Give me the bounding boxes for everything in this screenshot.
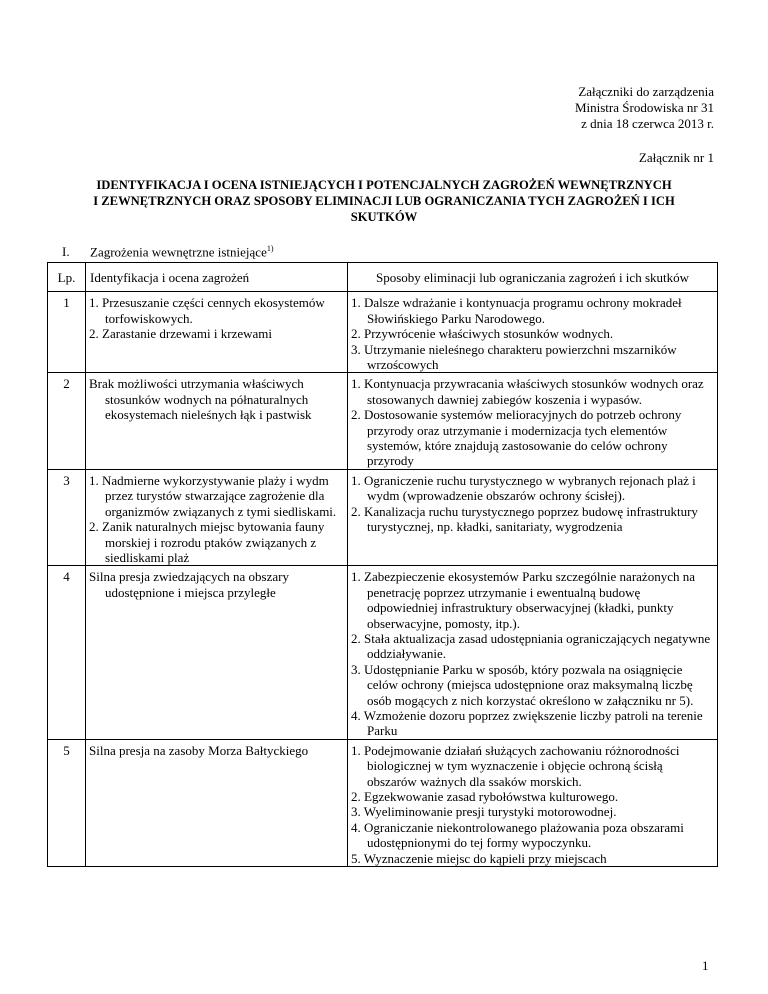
- method-item: 2. Egzekwowanie zasad rybołówstwa kulturowego.: [351, 789, 619, 804]
- document-header: [575, 84, 714, 132]
- method-item: 1. Podejmowanie działań służących zachowaniu różnorodności biologicznej w tym wyznaczenie i objęcie ochroną ścisłą obszarów ważnych dla ssaków morskich.: [351, 742, 680, 789]
- table-row: [48, 292, 718, 373]
- row-threats: [86, 566, 348, 739]
- method-item: 1. Kontynuacja przywracania właściwych stosunków wodnych oraz stosowanych dawniej zabiegów koszenia i wypasów.: [351, 376, 704, 407]
- page-number: 1: [702, 958, 709, 973]
- method-item: 1. Ograniczenie ruchu turystycznego w wybranych rejonach plaż i wydm (wprowadzenie obszarów ochrony ścisłej).: [351, 472, 696, 504]
- section-number: I.: [62, 244, 70, 260]
- title-line-2: I ZEWNĘTRZNYCH ORAZ SPOSOBY ELIMINACJI LUB OGRANICZANIA TYCH ZAGROŻEŃ I ICH: [93, 194, 675, 208]
- header-line-1: Załączniki do zarządzenia: [578, 84, 714, 99]
- method-item: 2. Dostosowanie systemów melioracyjnych do potrzeb ochrony przyrody oraz utrzymanie i modernizacja tych elementów systemów, które znajdują zastosowanie do celów ochrony przyrody: [351, 407, 682, 469]
- threat-item: Silna presja na zasoby Morza Bałtyckiego: [89, 742, 309, 758]
- row-threats: [86, 373, 348, 469]
- row-lp: 5: [48, 739, 86, 866]
- footnote-mark: 1): [266, 244, 274, 253]
- method-item: 2. Kanalizacja ruchu turystycznego poprzez budowę infrastruktury turystycznej, np. kładki, sanitariaty, wygrodzenia: [351, 503, 698, 535]
- threat-item: 1. Nadmierne wykorzystywanie plaży i wydm przez turystów stwarzające zagrożenie dla organizmów związanych z tymi siedliskami.: [89, 472, 337, 519]
- method-item: 3. Udostępnianie Parku w sposób, który pozwala na osiągnięcie celów ochrony (miejsca udostępnione oraz maksymalną liczbę osób mogących z nich korzystać określono w załączniku nr 5).: [351, 661, 694, 708]
- header-lp: Lp.: [48, 263, 86, 292]
- title-line-3: SKUTKÓW: [350, 210, 418, 224]
- threat-item: Brak możliwości utrzymania właściwych stosunków wodnych na półnaturalnych ekosystemach nieleśnych łąk i pastwisk: [89, 376, 312, 423]
- table-row: [48, 373, 718, 469]
- method-item: 2. Przywrócenie właściwych stosunków wodnych.: [351, 326, 614, 342]
- row-lp: 3: [48, 469, 86, 565]
- threat-item: 2. Zanik naturalnych miejsc bytowania fauny morskiej i rozrodu ptaków związanych z siedliskami plaż: [89, 519, 325, 565]
- method-item: 4. Ograniczanie niekontrolowanego plażowania poza obszarami udostępnionymi do tej formy wypoczynku.: [351, 819, 684, 851]
- annex-number: Załącznik nr 1: [638, 150, 714, 165]
- threats-table: [47, 262, 718, 867]
- section-heading: [62, 244, 274, 260]
- row-methods: [348, 469, 718, 565]
- row-lp: 2: [48, 373, 86, 469]
- row-lp: 4: [48, 566, 86, 739]
- row-methods: [348, 373, 718, 469]
- header-line-2: Ministra Środowiska nr 31: [574, 100, 714, 115]
- row-methods: [348, 739, 718, 866]
- row-threats: [86, 739, 348, 866]
- method-item: 1. Zabezpieczenie ekosystemów Parku szczególnie narażonych na penetrację poprzez utrzymanie i ewentualną budowę odpowiedniej infrastruktury obserwacyjnej (kładki, punkty obserwacyjne, pomosty, itp.).: [351, 569, 695, 631]
- threat-item: 1. Przesuszanie części cennych ekosystemów torfowiskowych.: [89, 295, 325, 326]
- section-label: Zagrożenia wewnętrzne istniejące: [90, 244, 267, 260]
- table-row: [48, 739, 718, 866]
- method-item: 4. Wzmożenie dozoru poprzez zwiększenie liczby patroli na terenie Parku: [351, 707, 703, 739]
- method-item: 2. Stała aktualizacja zasad udostępniania ograniczających negatywne oddziaływanie.: [351, 630, 711, 662]
- table-row: [48, 469, 718, 565]
- method-item: 3. Utrzymanie nieleśnego charakteru powierzchni mszarników wrzoścowych: [351, 341, 677, 373]
- threat-item: Silna presja zwiedzających na obszary udostępnione i miejsca przyległe: [89, 569, 289, 600]
- method-item: 1. Dalsze wdrażanie i kontynuacja programu ochrony mokradeł Słowińskiego Parku Narodowego.: [351, 295, 682, 326]
- header-line-3: z dnia 18 czerwca 2013 r.: [581, 116, 714, 131]
- row-lp: 1: [48, 292, 86, 373]
- row-threats: [86, 292, 348, 373]
- row-methods: [348, 292, 718, 373]
- document-title: [40, 177, 728, 225]
- row-threats: [86, 469, 348, 565]
- table-header-row: [48, 263, 718, 292]
- header-identification: Identyfikacja i ocena zagrożeń: [86, 263, 348, 292]
- threat-item: 2. Zarastanie drzewami i krzewami: [89, 326, 272, 342]
- method-item: 5. Wyznaczenie miejsc do kąpieli przy miejscach: [351, 850, 607, 866]
- method-item: 3. Wyeliminowanie presji turystyki motorowodnej.: [351, 804, 617, 820]
- header-methods: Sposoby eliminacji lub ograniczania zagrożeń i ich skutków: [348, 263, 718, 292]
- title-line-1: IDENTYFIKACJA I OCENA ISTNIEJĄCYCH I POTENCJALNYCH ZAGROŻEŃ WEWNĘTRZNYCH: [96, 178, 672, 192]
- table-row: [48, 566, 718, 739]
- row-methods: [348, 566, 718, 739]
